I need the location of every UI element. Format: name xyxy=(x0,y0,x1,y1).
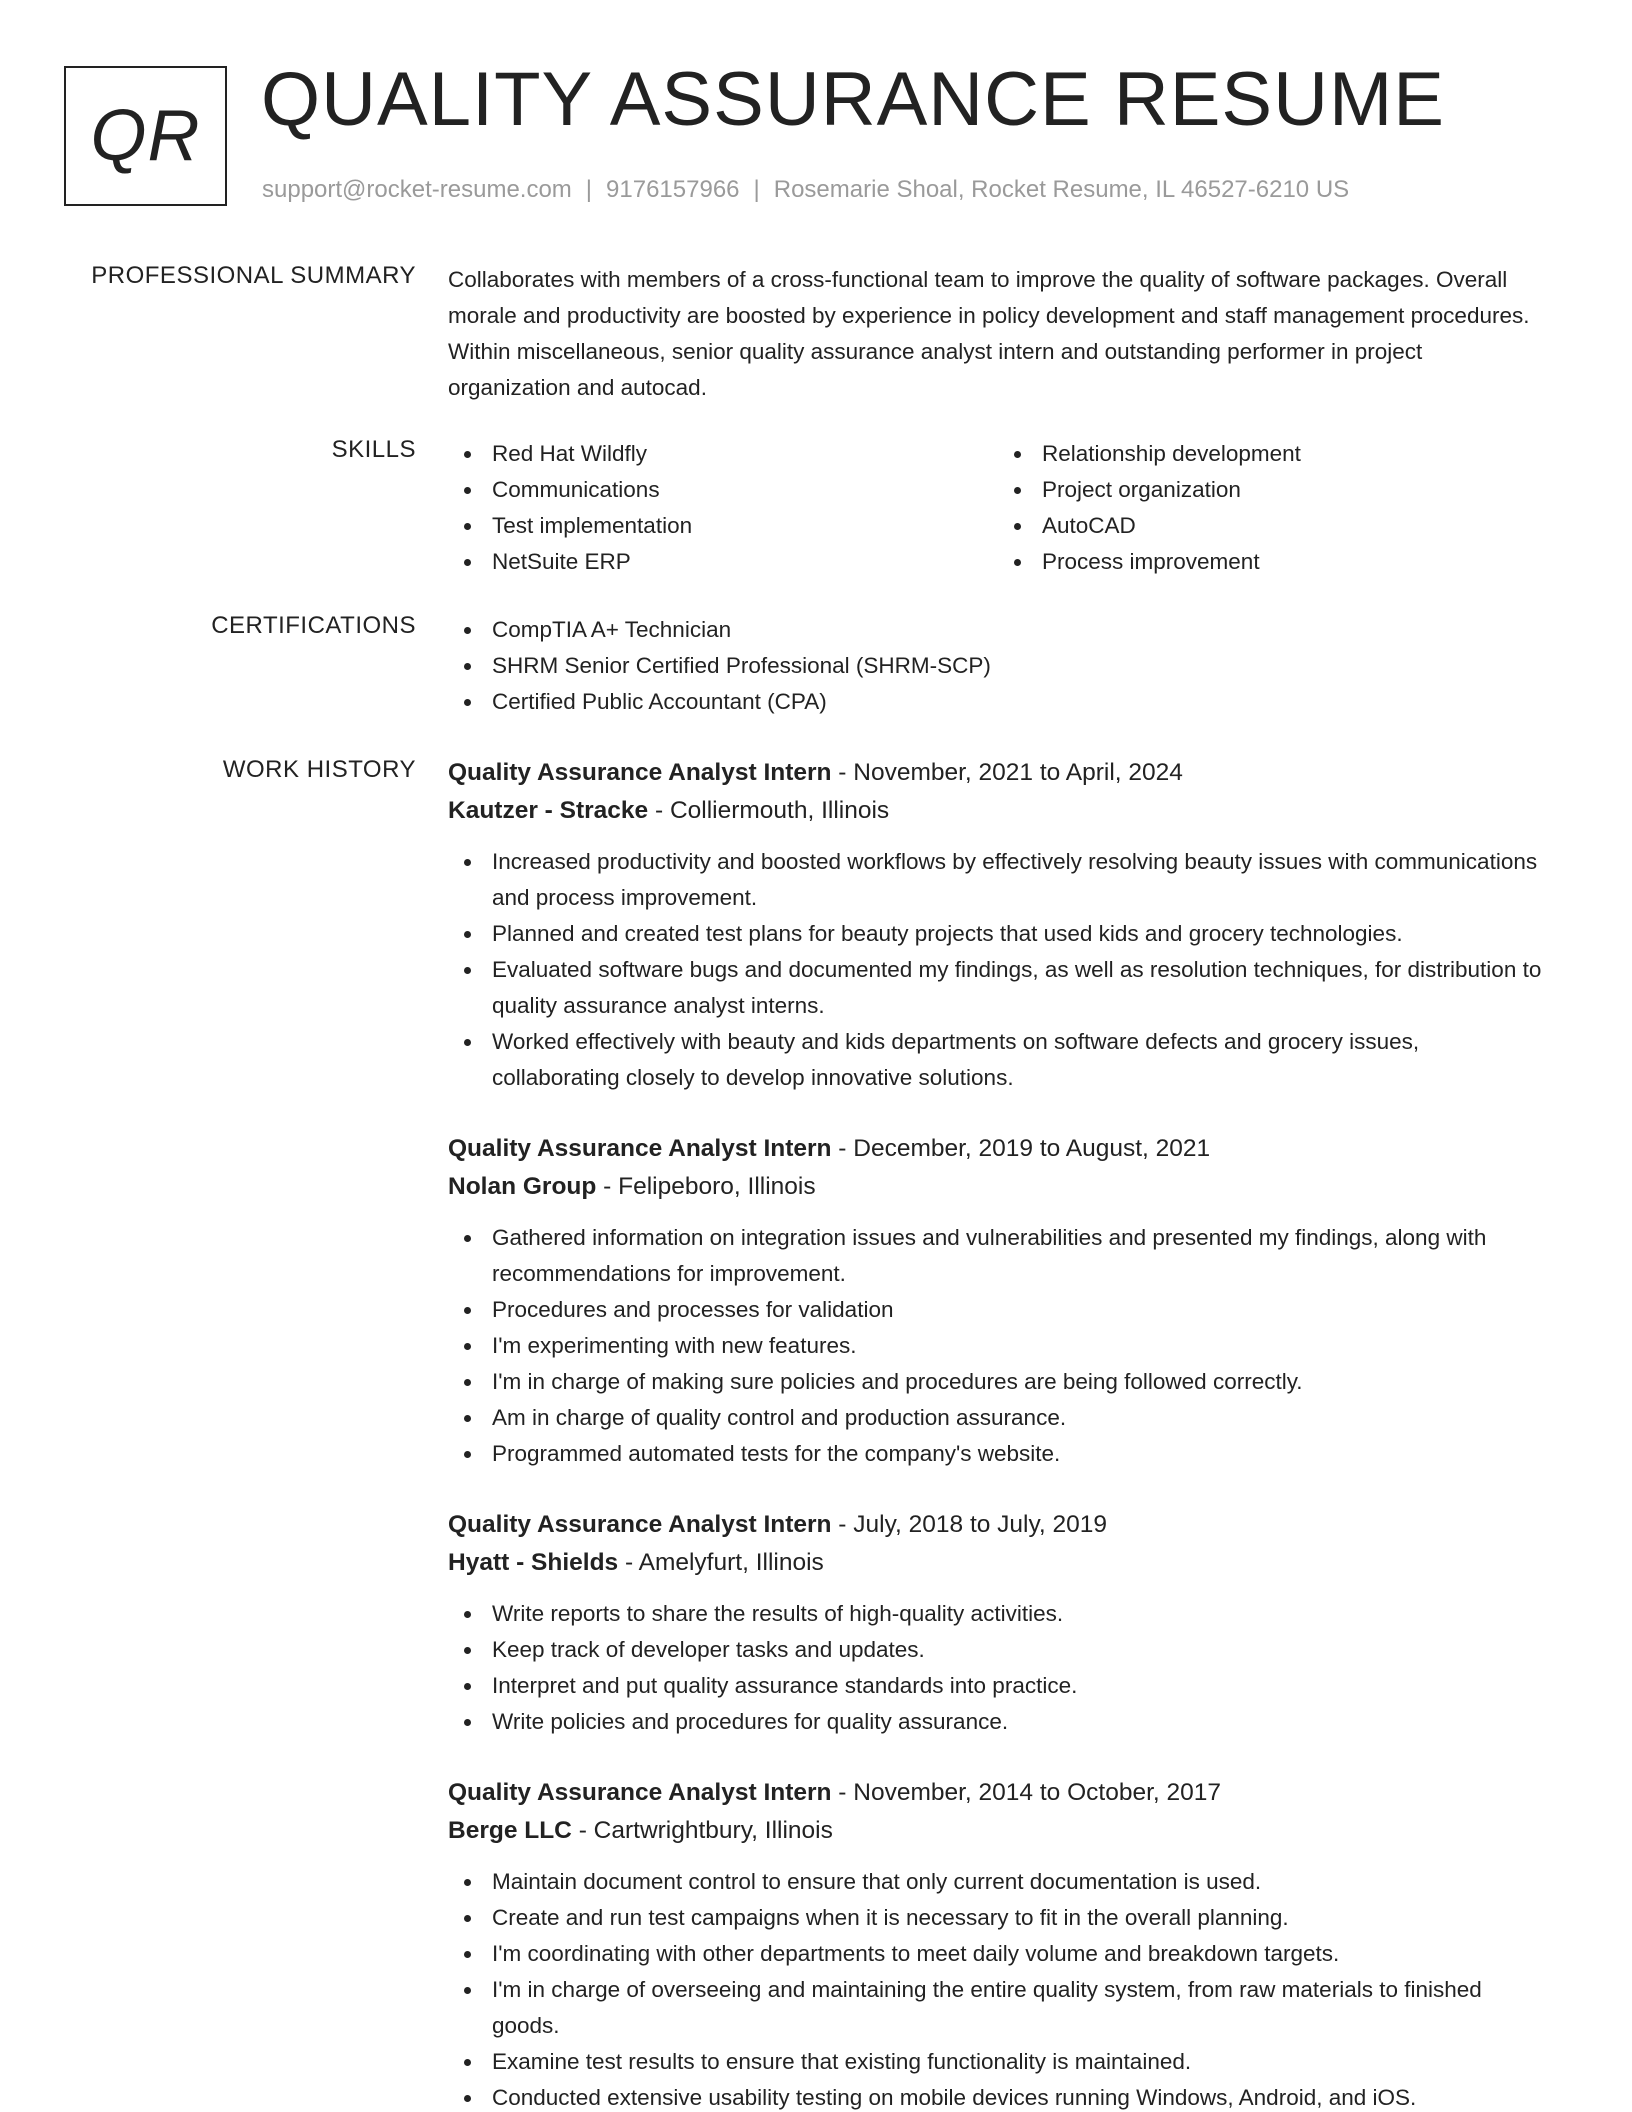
job-company: Kautzer - Stracke xyxy=(448,797,649,824)
list-item: Gathered information on integration issues and vulnerabilities and presented my findings, along with recommendations for improvement. xyxy=(492,1220,1548,1292)
section-label-skills: SKILLS xyxy=(331,436,416,463)
list-item: Interpret and put quality assurance standards into practice. xyxy=(492,1668,1548,1704)
resume-title: QUALITY ASSURANCE RESUME xyxy=(261,57,1446,142)
job-bullets xyxy=(448,1596,1548,1740)
job-title-line xyxy=(448,1130,1548,1168)
skills-column-1 xyxy=(448,436,998,580)
skills-grid xyxy=(448,436,1548,580)
summary-body xyxy=(448,262,1548,406)
job-title-line xyxy=(448,1774,1548,1812)
job-title: Quality Assurance Analyst Intern xyxy=(448,1511,832,1538)
job-title: Quality Assurance Analyst Intern xyxy=(448,759,832,786)
contact-email: support@rocket-resume.com xyxy=(262,176,572,203)
job-dates: - December, 2019 to August, 2021 xyxy=(831,1135,1211,1162)
list-item: Write policies and procedures for quality assurance. xyxy=(492,1704,1548,1740)
skills-body xyxy=(448,436,1548,580)
list-item: Planned and created test plans for beauty projects that used kids and grocery technologies. xyxy=(492,916,1548,952)
certifications-body xyxy=(448,612,1548,720)
monogram-logo xyxy=(64,66,227,206)
certifications-list xyxy=(448,612,1548,720)
section-label-certifications: CERTIFICATIONS xyxy=(211,612,416,639)
contact-address: Rosemarie Shoal, Rocket Resume, IL 46527-6210 US xyxy=(773,176,1350,203)
list-item: I'm experimenting with new features. xyxy=(492,1328,1548,1364)
section-label-summary: PROFESSIONAL SUMMARY xyxy=(91,262,416,289)
list-item: Am in charge of quality control and production assurance. xyxy=(492,1400,1548,1436)
list-item: Increased productivity and boosted workflows by effectively resolving beauty issues with communications and process improvement. xyxy=(492,844,1548,916)
list-item: CompTIA A+ Technician xyxy=(492,612,1548,648)
list-item: Relationship development xyxy=(1042,436,1548,472)
contact-line xyxy=(262,176,1349,204)
job-dates: - July, 2018 to July, 2019 xyxy=(831,1511,1108,1538)
job-title-line xyxy=(448,1506,1548,1544)
job-title: Quality Assurance Analyst Intern xyxy=(448,1779,832,1806)
list-item: I'm in charge of overseeing and maintaining the entire quality system, from raw materials to finished goods. xyxy=(492,1972,1548,2044)
section-label-work-history: WORK HISTORY xyxy=(222,756,416,783)
skills-list-1 xyxy=(448,436,998,580)
job-company-line xyxy=(448,1544,1548,1582)
list-item: Project organization xyxy=(1042,472,1548,508)
skills-column-2 xyxy=(998,436,1548,580)
job-title-line xyxy=(448,754,1548,792)
job-title: Quality Assurance Analyst Intern xyxy=(448,1135,832,1162)
job-company: Hyatt - Shields xyxy=(448,1549,619,1576)
contact-phone: 9176157966 xyxy=(606,176,740,203)
list-item: NetSuite ERP xyxy=(492,544,998,580)
list-item: Test implementation xyxy=(492,508,998,544)
list-item: Worked effectively with beauty and kids departments on software defects and grocery issues, collaborating closely to develop innovative solutions. xyxy=(492,1024,1548,1096)
list-item: AutoCAD xyxy=(1042,508,1548,544)
job-bullets xyxy=(448,844,1548,1096)
list-item: I'm in charge of making sure policies and procedures are being followed correctly. xyxy=(492,1364,1548,1400)
job-location: - Colliermouth, Illinois xyxy=(648,797,890,824)
list-item: Create and run test campaigns when it is necessary to fit in the overall planning. xyxy=(492,1900,1548,1936)
list-item: Certified Public Accountant (CPA) xyxy=(492,684,1548,720)
job-company: Berge LLC xyxy=(448,1817,572,1844)
job-bullets xyxy=(448,1220,1548,1472)
job-company-line xyxy=(448,1812,1548,1850)
list-item: Programmed automated tests for the company's website. xyxy=(492,1436,1548,1472)
list-item: Process improvement xyxy=(1042,544,1548,580)
list-item: Write reports to share the results of high-quality activities. xyxy=(492,1596,1548,1632)
list-item: Evaluated software bugs and documented my findings, as well as resolution techniques, for distribution to quality assurance analyst interns. xyxy=(492,952,1548,1024)
monogram-text: QR xyxy=(90,96,201,176)
job-entry xyxy=(448,1506,1548,1740)
contact-separator: | xyxy=(585,176,593,203)
list-item: SHRM Senior Certified Professional (SHRM-SCP) xyxy=(492,648,1548,684)
list-item: Procedures and processes for validation xyxy=(492,1292,1548,1328)
list-item: Communications xyxy=(492,472,998,508)
list-item: I'm coordinating with other departments to meet daily volume and breakdown targets. xyxy=(492,1936,1548,1972)
list-item: Keep track of developer tasks and updates. xyxy=(492,1632,1548,1668)
job-bullets xyxy=(448,1864,1548,2112)
list-item: Examine test results to ensure that existing functionality is maintained. xyxy=(492,2044,1548,2080)
work-history-body xyxy=(448,754,1548,2112)
job-location: - Felipeboro, Illinois xyxy=(596,1173,816,1200)
list-item: Red Hat Wildfly xyxy=(492,436,998,472)
job-location: - Amelyfurt, Illinois xyxy=(618,1549,824,1576)
job-dates: - November, 2014 to October, 2017 xyxy=(831,1779,1222,1806)
summary-text: Collaborates with members of a cross-functional team to improve the quality of software packages. Overall morale and productivity are boosted by experience in policy development and staff management procedures. Within miscellaneous, senior quality assurance analyst intern and outstanding performer in project organization and autocad. xyxy=(448,267,1530,400)
job-location: - Cartwrightbury, Illinois xyxy=(571,1817,833,1844)
job-entry xyxy=(448,1130,1548,1472)
job-dates: - November, 2021 to April, 2024 xyxy=(831,759,1183,786)
job-company: Nolan Group xyxy=(448,1173,597,1200)
job-company-line xyxy=(448,1168,1548,1206)
job-entry xyxy=(448,1774,1548,2112)
job-entry xyxy=(448,754,1548,1096)
list-item: Maintain document control to ensure that only current documentation is used. xyxy=(492,1864,1548,1900)
job-company-line xyxy=(448,792,1548,830)
skills-list-2 xyxy=(998,436,1548,580)
contact-separator: | xyxy=(753,176,760,203)
list-item: Conducted extensive usability testing on mobile devices running Windows, Android, and iOS. xyxy=(492,2080,1548,2112)
